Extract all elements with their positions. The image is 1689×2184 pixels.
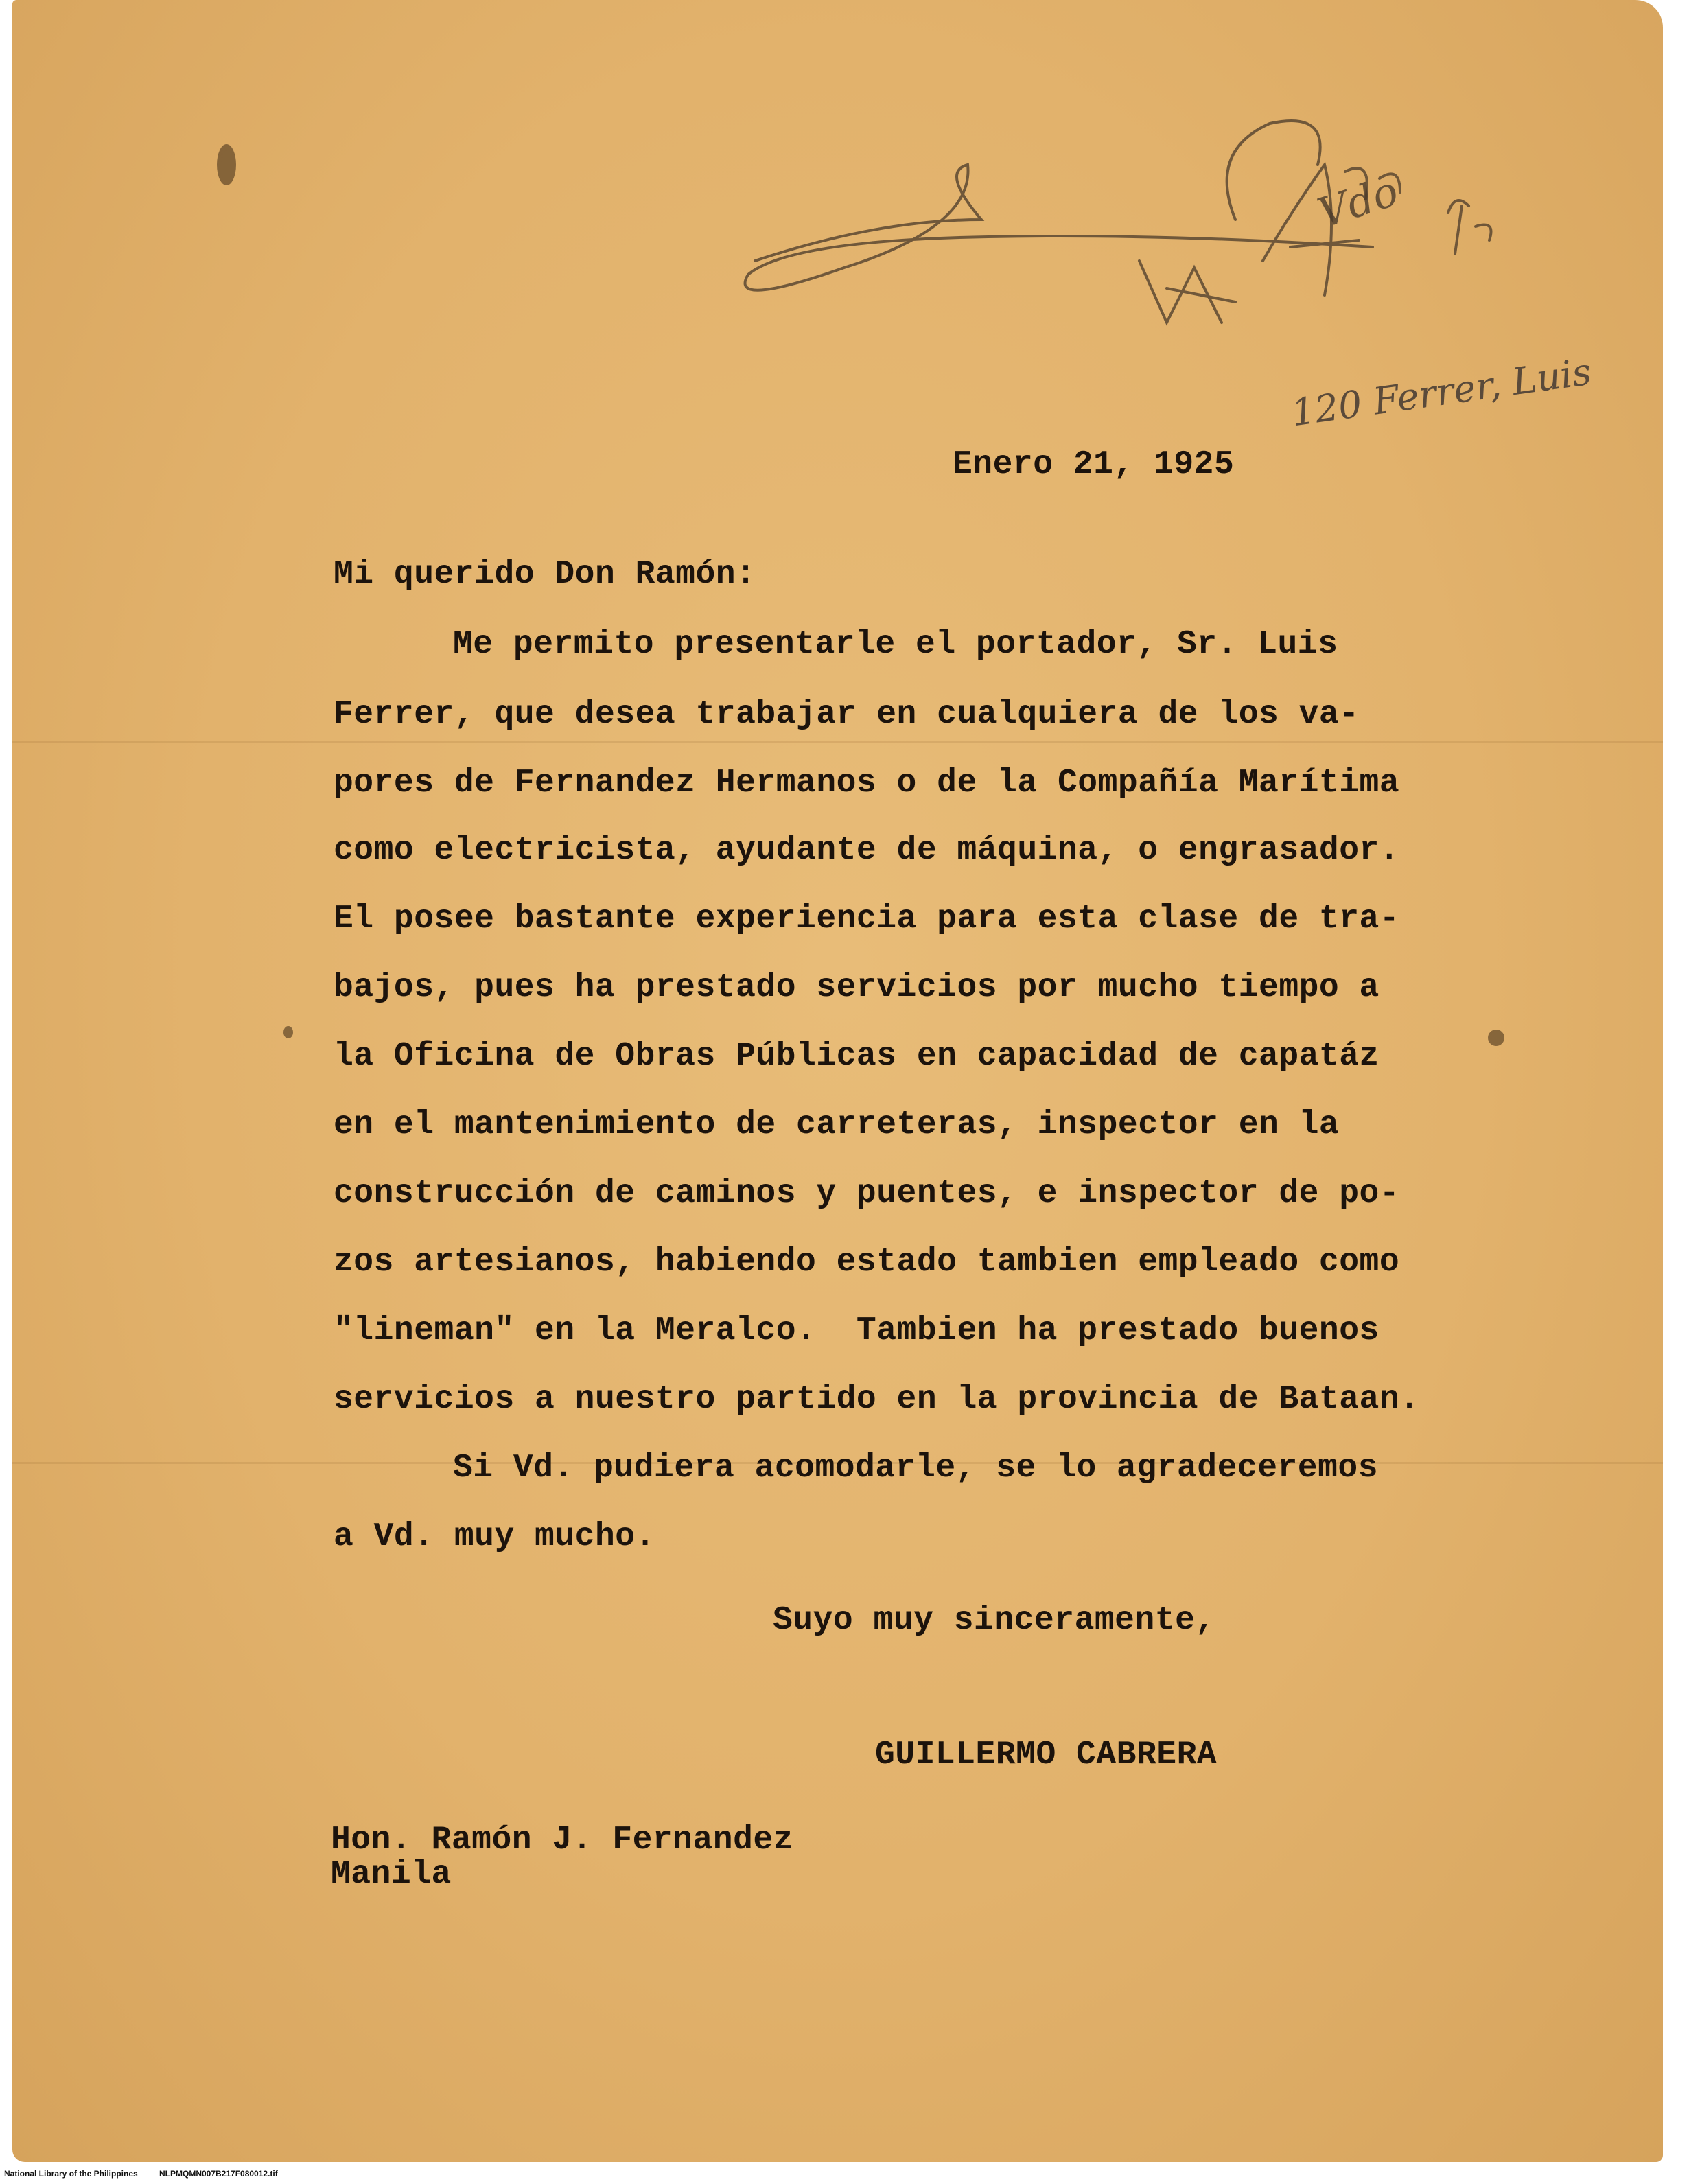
- body-line: Ferrer, que desea trabajar en cualquiera de los va-: [334, 696, 1360, 733]
- signature-name: GUILLERMO CABRERA: [875, 1736, 1218, 1774]
- footer-institution: National Library of the Philippines: [4, 2169, 138, 2179]
- body-line: la Oficina de Obras Públicas en capacidad de capatáz: [334, 1038, 1379, 1075]
- ink-stain: [283, 1026, 293, 1038]
- handwritten-initials: Vdo: [1312, 167, 1404, 238]
- body-line: servicios a nuestro partido en la provincia de Bataan.: [334, 1381, 1420, 1418]
- letter-date: Enero 21, 1925: [953, 446, 1235, 483]
- addressee-name: Hon. Ramón J. Fernandez: [331, 1822, 794, 1859]
- body-line: Si Vd. pudiera acomodarle, se lo agradeceremos: [453, 1450, 1379, 1487]
- closing: Suyo muy sinceramente,: [773, 1602, 1215, 1639]
- addressee-city: Manila: [331, 1856, 452, 1893]
- body-line: como electricista, ayudante de máquina, o engrasador.: [334, 832, 1400, 869]
- body-line: construcción de caminos y puentes, e inspector de po-: [334, 1175, 1400, 1212]
- fold-line: [12, 741, 1663, 743]
- handwritten-note: 120 Ferrer, Luis: [1288, 349, 1594, 435]
- body-line: pores de Fernandez Hermanos o de la Compañía Marítima: [334, 765, 1400, 802]
- body-line: El posee bastante experiencia para esta clase de tra-: [334, 901, 1400, 938]
- body-line: zos artesianos, habiendo estado tambien empleado como: [334, 1244, 1400, 1281]
- footer-filename: NLPMQMN007B217F080012.tif: [159, 2169, 278, 2179]
- ink-stain: [1488, 1030, 1504, 1046]
- body-line: en el mantenimiento de carreteras, inspector en la: [334, 1106, 1340, 1143]
- archive-footer: [0, 2162, 1689, 2184]
- body-line: bajos, pues ha prestado servicios por mucho tiempo a: [334, 969, 1379, 1006]
- body-line: Me permito presentarle el portador, Sr. Luis: [453, 626, 1338, 663]
- body-line: "lineman" en la Meralco. Tambien ha prestado buenos: [334, 1312, 1379, 1349]
- letter-paper: [12, 0, 1663, 2162]
- body-line: a Vd. muy mucho.: [334, 1518, 655, 1555]
- salutation: Mi querido Don Ramón:: [334, 556, 756, 593]
- ink-stain: [217, 144, 236, 185]
